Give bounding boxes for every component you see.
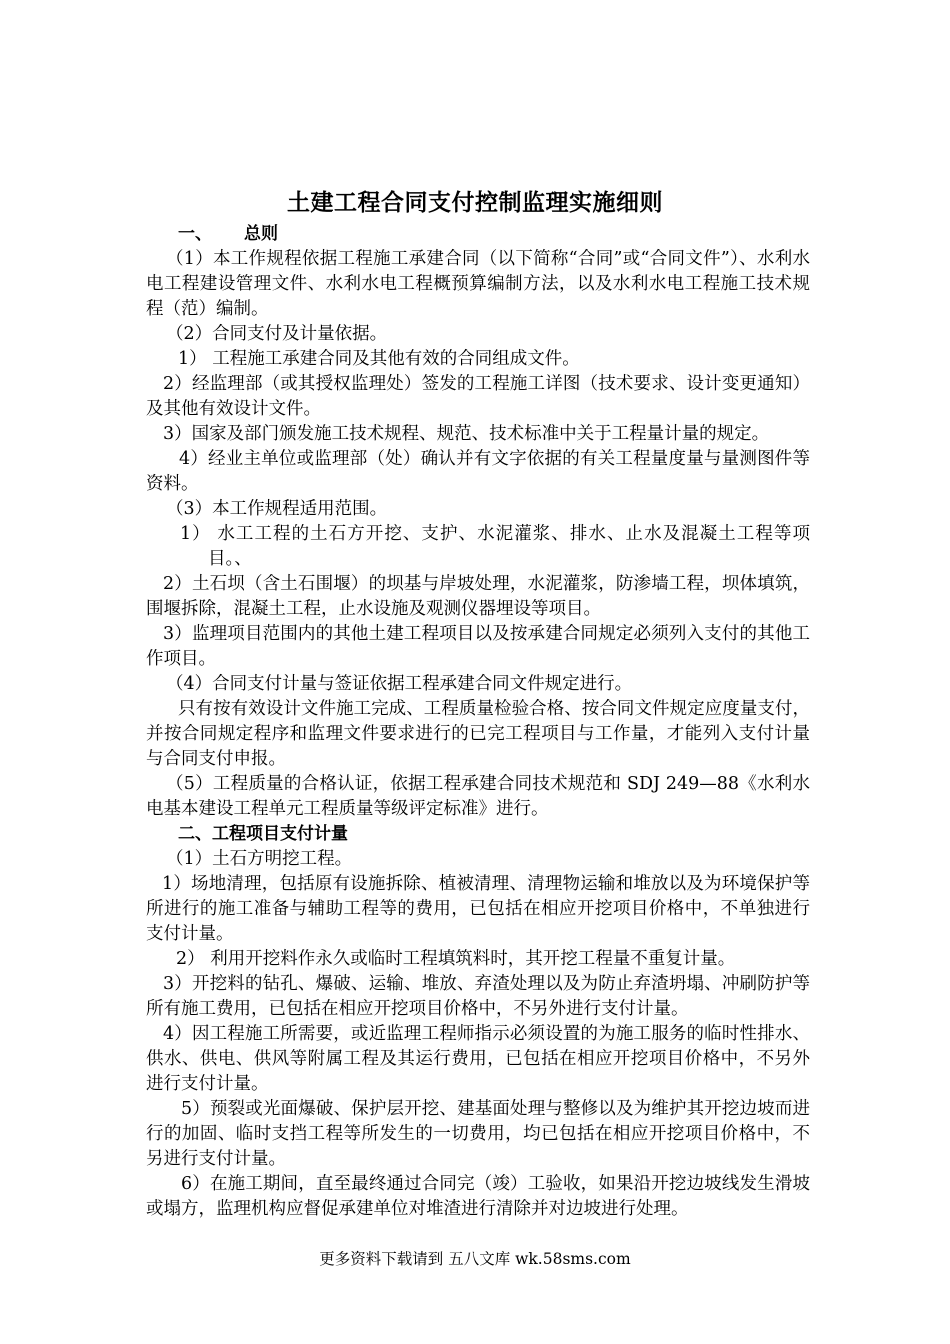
paragraph: （3）本工作规程适用范围。 [166, 499, 388, 519]
paragraph: 2） 利用开挖料作永久或临时工程填筑料时，其开挖工程量不重复计量。 [176, 949, 736, 969]
document-body [146, 222, 810, 1222]
paragraph: （1）本工作规程依据工程施工承建合同（以下简称“合同”或“合同文件”）、水利水电工程建设管理文件、水利水电工程概预算编制方法，以及水利水电工程施工技术规程（范）编制。 [146, 249, 810, 319]
paragraph: （1）土石方明挖工程。 [166, 849, 353, 869]
paragraph: （5）工程质量的合格认证，依据工程承建合同技术规范和 SDJ 249—88《水利水电基本建设工程单元工程质量等级评定标准》进行。 [146, 774, 810, 819]
paragraph: 1） 水工工程的土石方开挖、支护、水泥灌浆、排水、止水及混凝土工程等项目。、 [180, 524, 810, 569]
paragraph: 3）监理项目范围内的其他土建工程项目以及按承建合同规定必须列入支付的其他工作项目。 [146, 624, 810, 669]
paragraph: 5）预裂或光面爆破、保护层开挖、建基面处理与整修以及为维护其开挖边坡而进行的加固、临时支挡工程等所发生的一切费用，均已包括在相应开挖项目价格中，不另进行支付计量。 [146, 1099, 810, 1169]
paragraph: 2）经监理部（或其授权监理处）签发的工程施工详图（技术要求、设计变更通知）及其他有效设计文件。 [146, 374, 810, 419]
paragraph: 只有按有效设计文件施工完成、工程质量检验合格、按合同文件规定应度量支付，并按合同规定程序和监理文件要求进行的已完工程项目与工作量，才能列入支付计量与合同支付申报。 [146, 699, 810, 769]
paragraph: 1） 工程施工承建合同及其他有效的合同组成文件。 [178, 349, 580, 369]
section-heading-general [146, 222, 810, 247]
paragraph: 6）在施工期间，直至最终通过合同完（竣）工验收，如果沿开挖边坡线发生滑坡或塌方，监理机构应督促承建单位对堆渣进行清除并对边坡进行处理。 [146, 1174, 810, 1219]
paragraph: （4）合同支付计量与签证依据工程承建合同文件规定进行。 [166, 674, 633, 694]
paragraph: （2）合同支付及计量依据。 [166, 324, 388, 344]
section-label: 总则 [244, 224, 278, 244]
paragraph: 3）国家及部门颁发施工技术规程、规范、技术标准中关于工程量计量的规定。 [163, 424, 770, 444]
paragraph: 1）场地清理，包括原有设施拆除、植被清理、清理物运输和堆放以及为环境保护等所进行的施工准备与辅助工程等的费用，已包括在相应开挖项目价格中，不单独进行支付计量。 [146, 874, 810, 944]
paragraph: 2）土石坝（含土石围堰）的坝基与岸坡处理，水泥灌浆，防渗墙工程，坝体填筑，围堰拆除，混凝土工程，止水设施及观测仪器埋设等项目。 [146, 574, 810, 619]
page-title: 土建工程合同支付控制监理实施细则 [287, 190, 663, 216]
page-footer: 更多资料下载请到 五八文库 wk.58sms.com [319, 1250, 631, 1268]
section-number: 一、 [178, 224, 212, 244]
paragraph: 4）因工程施工所需要，或近监理工程师指示必须设置的为施工服务的临时性排水、供水、供电、供风等附属工程及其运行费用，已包括在相应开挖项目价格中，不另外进行支付计量。 [146, 1024, 810, 1094]
paragraph: 4）经业主单位或监理部（处）确认并有文字依据的有关工程量度量与量测图件等资料。 [146, 449, 810, 494]
section-heading-payment: 二、工程项目支付计量 [178, 824, 348, 844]
paragraph: 3）开挖料的钻孔、爆破、运输、堆放、弃渣处理以及为防止弃渣坍塌、冲刷防护等所有施工费用，已包括在相应开挖项目价格中，不另外进行支付计量。 [146, 974, 810, 1019]
